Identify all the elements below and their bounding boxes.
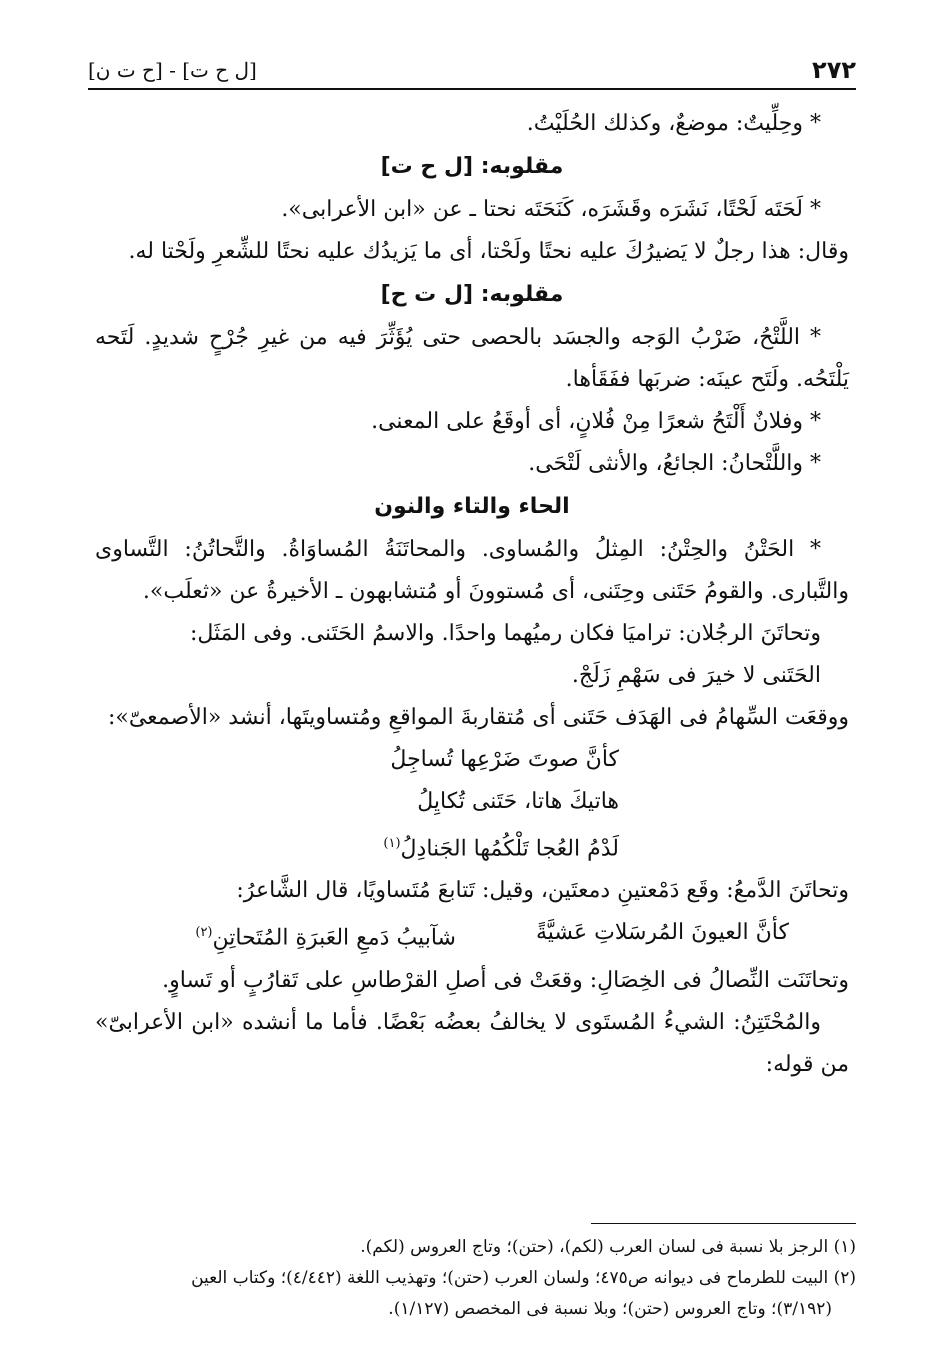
entry-paragraph: * واللَّتْحانُ: الجائعُ، والأنثى لَتْحَى. <box>528 451 821 476</box>
footnote: (١) الرجز بلا نسبة فى لسان العرب (لكم)، (حتن)؛ وتاج العروس (لكم). <box>360 1237 856 1257</box>
footnote-rule <box>591 1223 856 1224</box>
verse-line: لَدْمُ العُجا تَلْكُمُها الجَنادِلُ$^{(١)}$ <box>383 836 619 862</box>
entry-paragraph: * وحِلِّيتٌ: موضعٌ، وكذلك الحُلَيْتُ. <box>526 111 821 136</box>
verse-line: هاتيكَ هاتا، حَتَنى تُكايِلُ <box>417 789 619 814</box>
footnote: (٢) البيت للطرماح فى ديوانه ص٤٧٥؛ ولسان العرب (حتن)؛ وتهذيب اللغة (٤/٤٤٢)؛ وكتاب العين <box>191 1268 856 1288</box>
footnote-marker: (١) <box>383 836 401 851</box>
entry-paragraph: ووقعَت السِّهامُ فى الهَدَف حَتَنى أى مُتقاربةَ المواقعِ ومُتساويتَها، أنشد «الأصمعىّ»: <box>107 705 849 730</box>
section-heading: الحاء والتاء والنون <box>374 494 570 519</box>
entry-paragraph: وقال: هذا رجلٌ لا يَضيرُكَ عليه نحتًا ولَحْتا، أى ما يَزيدُك عليه نحتًا للشِّعرِ ولَحْتا له. <box>128 239 849 264</box>
entry-paragraph: * الحَتْنُ والحِتْنُ: المِثلُ والمُساوى. والمحاتَنَةُ المُساوَاةُ. والتَّحاتُنُ: التَّساوى والتَّبارى. والقومُ حَتَنى وحِتَنى، أى مُستوونَ أو مُتشابهون ـ الأخيرةُ عن «ثعلَب». <box>95 537 849 604</box>
entry-paragraph: وتحاتَنَ الرجُلان: تراميَا فكان رميُهما واحدًا. والاسمُ الحَتَنى. وفى المَثَل: <box>189 621 821 646</box>
running-head: [ل ح ت] - [ح ت ن] <box>88 58 257 82</box>
footnote-marker: (٢) <box>195 925 213 941</box>
entry-paragraph: والمُحْتَتِنُ: الشيءُ المُستَوى لا يخالفُ بعضُه بَعْضًا. فأما ما أنشده «ابن الأعرابىّ» من قوله: <box>95 1009 849 1077</box>
page-header <box>88 50 856 84</box>
footnotes <box>88 1232 856 1325</box>
section-heading: مقلوبه: [ل ت ح] <box>380 282 564 307</box>
section-heading: مقلوبه: [ل ح ت] <box>380 154 564 179</box>
main-text <box>95 103 849 1086</box>
proverb-line: الحَتَنى لا خيرَ فى سَهْمِ زَلَجْ. <box>571 663 821 688</box>
entry-paragraph: * لَحَتَه لَحْتًا، نَشَرَه وقَشَرَه، كَنَحَتَه نحتا ـ عن «ابن الأعرابى». <box>281 197 821 222</box>
entry-paragraph: * اللَّتْحُ، ضَرْبُ الوَجه والجسَد بالحصى حتى يُؤَثِّرَ فيه من غيرِ جُرْحٍ شديدٍ. لَتَحه يَلْتَحُه. ولَتَح عينَه: ضربَها ففَقَأها. <box>95 325 849 392</box>
entry-paragraph: وتحاتَنَت النِّصالُ فى الخِصَالِ: وقعَتْ فى أصلِ القرْطاسِ على تَقارُبٍ أو تَساوٍ. <box>162 967 849 993</box>
verse-line: كأنَّ صوتَ ضَرْعِها تُساجِلُ <box>390 747 619 772</box>
entry-paragraph: * وفلانٌ أَلْتَحُ شعرًا مِنْ فُلانٍ، أى أوقَعُ على المعنى. <box>371 409 821 434</box>
verse-hemistich: شآبيبُ دَمعِ العَبرَةِ المُتَحاتِنِ$^{(٢)}$ <box>195 925 456 951</box>
footnote-continuation: (٣/١٩٢)؛ وتاج العروس (حتن)؛ وبلا نسبة فى المخصص (١/١٢٧). <box>388 1299 832 1319</box>
verse-couplet <box>95 912 849 959</box>
header-rule <box>88 88 856 90</box>
page-number: ٢٧٢ <box>812 56 856 84</box>
verse-hemistich: كأنَّ العيونَ المُرسَلاتِ عَشيَّةً <box>535 920 789 946</box>
entry-paragraph: وتحاتَنَ الدَّمعُ: وقَع دَمْعتينِ دمعتَين، وقيل: تَتابعَ مُتَساويًا، قال الشَّاعرُ: <box>236 878 849 904</box>
